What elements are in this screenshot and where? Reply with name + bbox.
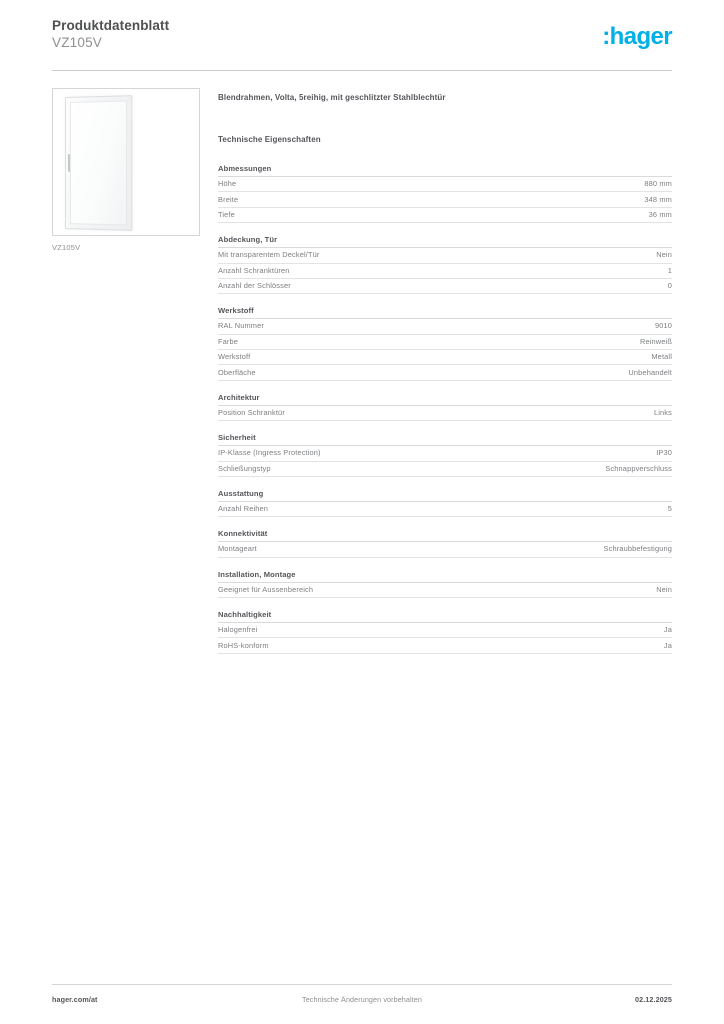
spec-section-title: Werkstoff [218,305,672,319]
spec-label: Werkstoff [218,352,251,362]
spec-section [218,392,672,421]
spec-row [218,319,672,334]
spec-row [218,177,672,192]
spec-label: Montageart [218,544,257,554]
spec-value: Schraubbefestigung [603,544,672,554]
spec-value: Metall [651,352,672,362]
technical-properties-heading: Technische Eigenschaften [218,135,321,144]
footer-disclaimer: Technische Änderungen vorbehalten [302,995,422,1004]
spec-row [218,350,672,365]
spec-row [218,406,672,421]
door-frame-shape [65,95,132,231]
footer-date: 02.12.2025 [635,995,672,1004]
spec-value: 5 [667,504,672,514]
spec-row [218,623,672,638]
spec-label: Breite [218,194,239,204]
spec-row [218,542,672,557]
spec-row [218,279,672,294]
spec-section-title: Nachhaltigkeit [218,609,672,623]
spec-row [218,365,672,380]
spec-value: Links [653,407,672,417]
spec-label: Anzahl der Schlösser [218,281,291,291]
spec-section [218,305,672,381]
door-handle-shape [68,154,70,172]
spec-row [218,446,672,461]
spec-section-title: Architektur [218,392,672,406]
spec-section-title: Installation, Montage [218,569,672,583]
spec-section [218,234,672,294]
spec-value: 0 [667,281,672,291]
spec-label: RAL Nummer [218,321,264,331]
spec-label: Schließungstyp [218,463,271,473]
spec-value: 880 mm [644,179,672,189]
spec-label: RoHS-konform [218,640,269,650]
spec-row [218,502,672,517]
spec-label: Oberfläche [218,367,256,377]
product-image-caption: VZ105V [52,243,81,252]
spec-value: 348 mm [644,194,672,204]
spec-value: Ja [663,640,672,650]
spec-row [218,264,672,279]
page-header [52,18,672,76]
spec-value: IP30 [656,448,672,458]
spec-section [218,569,672,598]
spec-label: Tiefe [218,209,235,219]
spec-row [218,583,672,598]
spec-value: Nein [656,250,672,260]
spec-value: Nein [656,584,672,594]
spec-row [218,638,672,653]
spec-row [218,462,672,477]
spec-label: Geeignet für Aussenbereich [218,584,314,594]
footer-website[interactable]: hager.com/at [52,995,98,1004]
spec-section [218,163,672,223]
spec-row [218,335,672,350]
footer-divider [52,984,672,985]
spec-row [218,192,672,207]
spec-value: 36 mm [648,209,672,219]
spec-label: Anzahl Schranktüren [218,265,290,275]
spec-value: Reinweiß [639,336,672,346]
spec-section-title: Abmessungen [218,163,672,177]
spec-label: Position Schranktür [218,407,285,417]
spec-section-title: Konnektivität [218,528,672,542]
spec-label: Höhe [218,179,237,189]
spec-section [218,488,672,517]
spec-value: Schnappverschluss [605,463,672,473]
spec-label: IP-Klasse (Ingress Protection) [218,448,321,458]
spec-value: Ja [663,625,672,635]
spec-value: Unbehandelt [628,367,672,377]
spec-label: Anzahl Reihen [218,504,269,514]
hager-logo: :hager [602,23,672,50]
spec-section-title: Abdeckung, Tür [218,234,672,248]
spec-section [218,609,672,654]
spec-label: Mit transparentem Deckel/Tür [218,250,320,260]
spec-value: 1 [667,265,672,275]
door-panel-shape [70,100,127,225]
page-subtitle-product-code: VZ105V [52,35,102,50]
spec-content [218,92,672,665]
spec-row [218,208,672,223]
product-image [52,88,200,236]
spec-value: 9010 [654,321,672,331]
product-description: Blendrahmen, Volta, 5reihig, mit geschlitzter Stahlblechtür [218,93,446,102]
spec-label: Farbe [218,336,239,346]
spec-section-title: Ausstattung [218,488,672,502]
page-footer [52,995,672,1009]
header-divider [52,70,672,71]
spec-section [218,528,672,557]
spec-section [218,432,672,477]
page-title: Produktdatenblatt [52,18,170,33]
spec-sections [218,163,672,654]
spec-label: Halogenfrei [218,625,258,635]
spec-row [218,248,672,263]
spec-section-title: Sicherheit [218,432,672,446]
product-door-illustration [65,97,131,229]
